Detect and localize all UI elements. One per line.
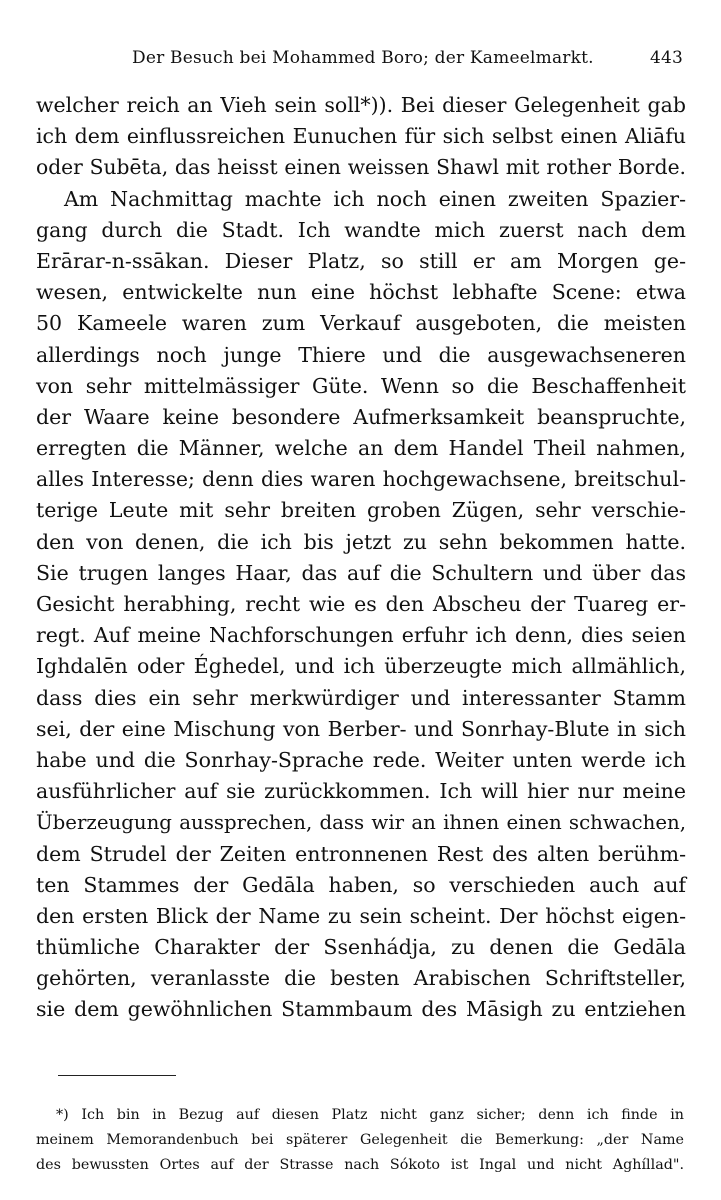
text-line: thümliche Charakter der Ssenhádja, zu denen die Gedāla xyxy=(36,935,686,960)
body-text xyxy=(36,90,686,1026)
text-line: erregten die Männer, welche an dem Handel Theil nahmen, xyxy=(36,436,686,461)
text-line: den ersten Blick der Name zu sein scheint. Der höchst eigen- xyxy=(36,903,686,928)
text-line: oder Subēta, das heisst einen weissen Shawl mit rother Borde. xyxy=(36,155,686,180)
text-line: wesen, entwickelte nun eine höchst lebhafte Scene: etwa xyxy=(36,280,686,305)
footnote-line: meinem Memorandenbuch bei späterer Gelegenheit die Bemerkung: „der Name xyxy=(36,1132,684,1148)
running-head xyxy=(36,48,683,72)
text-line: gang durch die Stadt. Ich wandte mich zuerst nach dem xyxy=(36,217,686,242)
text-line: terige Leute mit sehr breiten groben Zügen, sehr verschie- xyxy=(36,498,686,523)
text-line: regt. Auf meine Nachforschungen erfuhr ich denn, dies seien xyxy=(36,623,686,648)
text-line: Erārar-n-ssākan. Dieser Platz, so still er am Morgen ge- xyxy=(36,248,686,273)
text-line: gehörten, veranlasste die besten Arabischen Schriftsteller, xyxy=(36,966,686,991)
text-line: den von denen, die ich bis jetzt zu sehn bekommen hatte. xyxy=(36,529,686,554)
text-line: Ighdalēn oder Éghedel, und ich überzeugte mich allmählich, xyxy=(36,654,686,679)
text-line-paragraph-start: Am Nachmittag machte ich noch einen zweiten Spazier- xyxy=(64,186,686,211)
text-line: sie dem gewöhnlichen Stammbaum des Māsigh zu entziehen xyxy=(36,997,686,1022)
text-line: alles Interesse; denn dies waren hochgewachsene, breitschul- xyxy=(36,467,686,492)
text-line: ten Stammes der Gedāla haben, so verschieden auch auf xyxy=(36,872,686,897)
text-line: allerdings noch junge Thiere und die ausgewachseneren xyxy=(36,342,686,367)
text-line: ausführlicher auf sie zurückkommen. Ich will hier nur meine xyxy=(36,779,686,804)
footnote-line: des bewussten Ortes auf der Strasse nach Sókoto ist Ingal und nicht Aghíllad". xyxy=(36,1157,684,1173)
page-number: 443 xyxy=(649,48,683,68)
footnote-rule xyxy=(58,1075,176,1076)
text-line: 50 Kameele waren zum Verkauf ausgeboten, die meisten xyxy=(36,311,686,336)
text-line: dass dies ein sehr merkwürdiger und interessanter Stamm xyxy=(36,685,686,710)
text-line: der Waare keine besondere Aufmerksamkeit beanspruchte, xyxy=(36,404,686,429)
footnote xyxy=(36,1103,684,1178)
text-line: dem Strudel der Zeiten entronnenen Rest des alten berühm- xyxy=(36,841,686,866)
running-title: Der Besuch bei Mohammed Boro; der Kameelmarkt. xyxy=(132,48,594,68)
text-line: Gesicht herabhing, recht wie es den Abscheu der Tuareg er- xyxy=(36,592,686,616)
text-line: sei, der eine Mischung von Berber- und Sonrhay-Blute in sich xyxy=(36,716,686,741)
text-line: habe und die Sonrhay-Sprache rede. Weiter unten werde ich xyxy=(36,747,686,772)
text-line: von sehr mittelmässiger Güte. Wenn so die Beschaffenheit xyxy=(36,373,686,398)
text-line: welcher reich an Vieh sein soll*)). Bei dieser Gelegenheit gab xyxy=(36,93,686,117)
footnote-line: *) Ich bin in Bezug auf diesen Platz nicht ganz sicher; denn ich finde in xyxy=(56,1107,684,1123)
text-line: Sie trugen langes Haar, das auf die Schultern und über das xyxy=(36,560,686,585)
text-line: Überzeugung aussprechen, dass wir an ihnen einen schwachen, xyxy=(36,811,686,835)
text-line: ich dem einflussreichen Eunuchen für sich selbst einen Aliāfu xyxy=(36,124,686,149)
